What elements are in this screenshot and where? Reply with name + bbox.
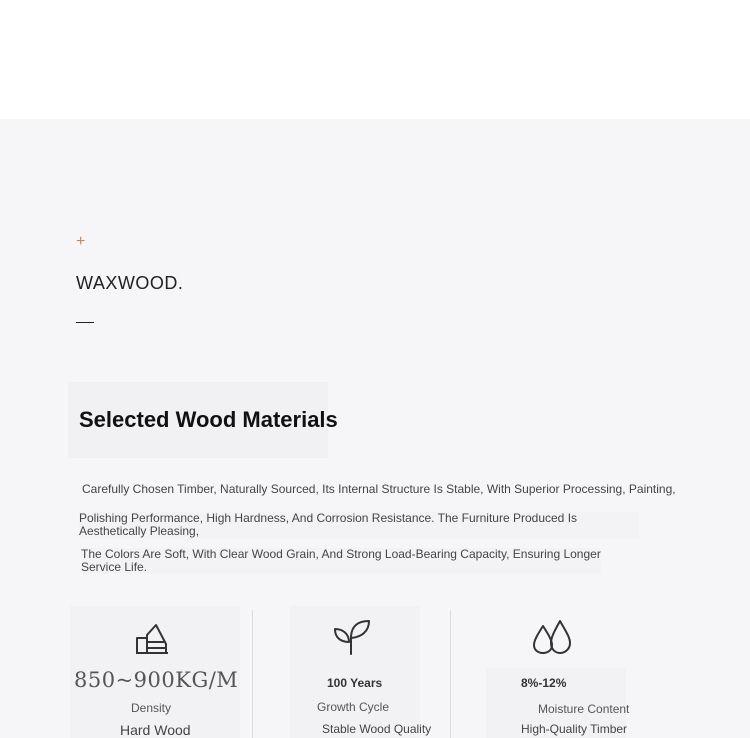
stat-divider-1 bbox=[252, 610, 253, 738]
stat-growth bbox=[290, 606, 420, 738]
wood-planks-icon bbox=[134, 622, 170, 661]
brand-name: WAXWOOD. bbox=[76, 273, 184, 293]
top-bar bbox=[0, 0, 750, 119]
stat-density-label: Density bbox=[131, 701, 172, 715]
description-line-1: Carefully Chosen Timber, Naturally Sourced, Its Internal Structure Is Stable, With Superior Processing, Painting, bbox=[82, 482, 676, 496]
stat-density-value: 850~900KG/M bbox=[74, 668, 239, 692]
stat-growth-sublabel: Stable Wood Quality bbox=[322, 722, 432, 736]
plus-icon: + bbox=[76, 233, 86, 250]
stat-moisture-value: 8%-12% bbox=[521, 676, 567, 690]
stat-moisture-sublabel: High-Quality Timber bbox=[521, 722, 628, 736]
stat-divider-2 bbox=[450, 610, 451, 738]
sprout-icon bbox=[332, 618, 372, 661]
description-line-2: Polishing Performance, High Hardness, And Corrosion Resistance. The Furniture Produced Is Aesthetically Pleasing, bbox=[79, 512, 639, 538]
stat-growth-label: Growth Cycle bbox=[317, 700, 390, 714]
water-drops-icon bbox=[531, 618, 573, 661]
stat-moisture-label: Moisture Content bbox=[538, 702, 630, 716]
brand-divider bbox=[76, 322, 94, 323]
stat-density-sublabel: Hard Wood bbox=[120, 722, 191, 738]
stat-moisture bbox=[486, 606, 646, 738]
section-title: Selected Wood Materials bbox=[79, 407, 338, 432]
description-line-3: The Colors Are Soft, With Clear Wood Grain, And Strong Load-Bearing Capacity, Ensuring Longer Service Life. bbox=[81, 547, 601, 574]
stat-growth-value: 100 Years bbox=[327, 676, 383, 690]
